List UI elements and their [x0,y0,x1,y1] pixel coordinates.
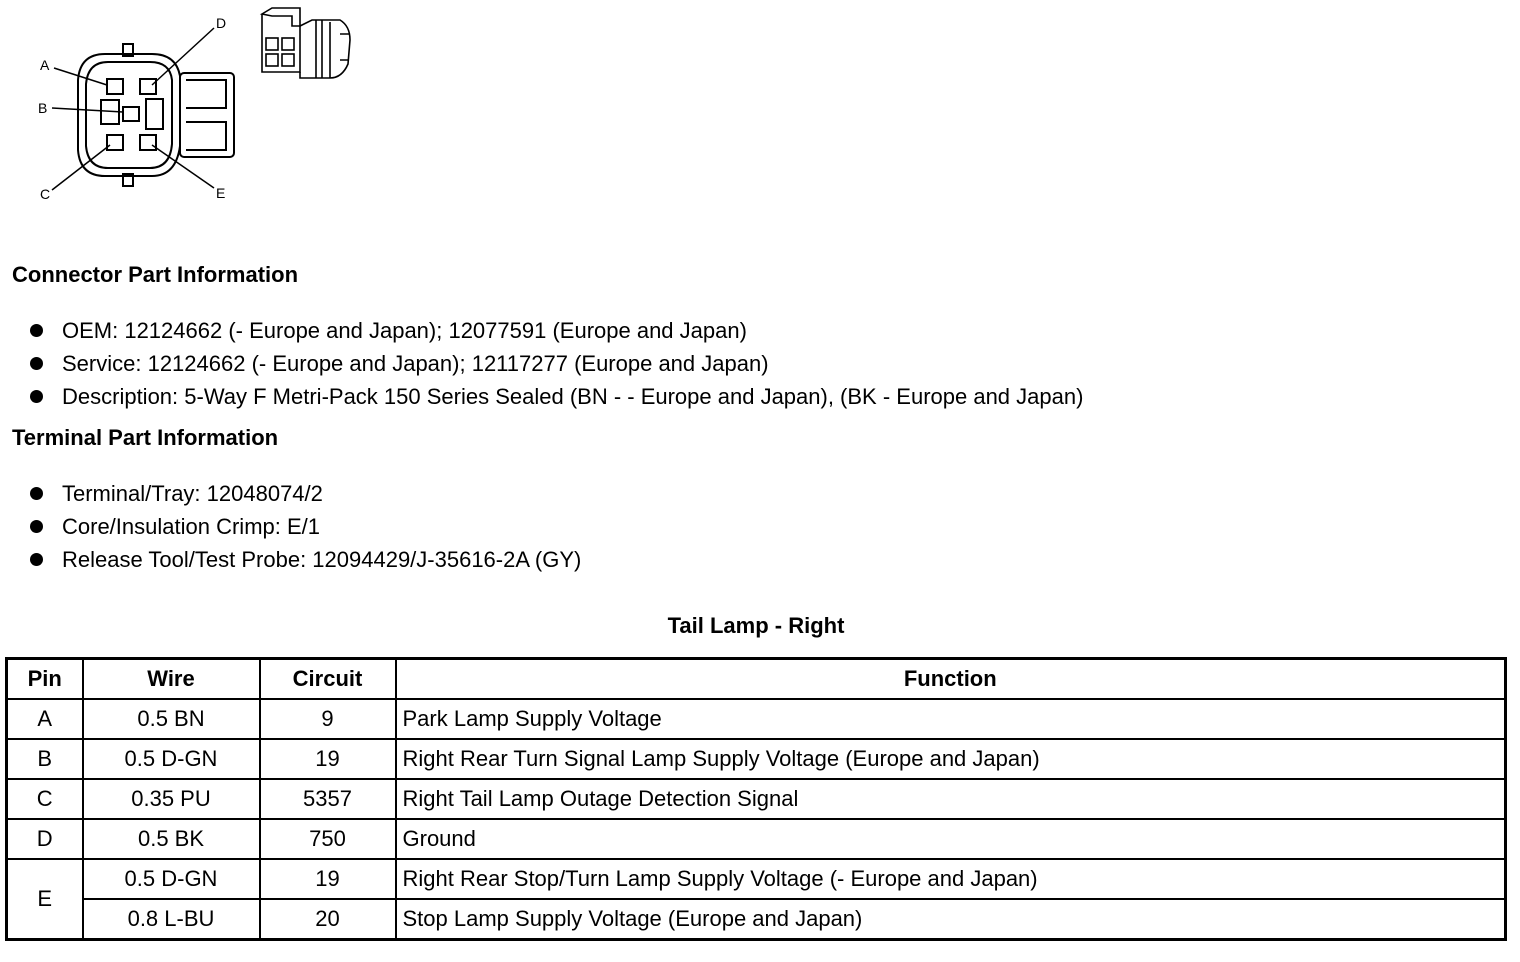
header-function: Function [396,659,1506,700]
leader-line-d [152,28,214,85]
cell-function: Ground [396,819,1506,859]
bullet-icon [30,390,43,403]
header-circuit: Circuit [260,659,396,700]
cell-circuit: 20 [260,899,396,940]
list-item [28,347,1083,380]
cavity-a [107,79,123,94]
cell-pin: C [7,779,83,819]
connector-lock-detail [186,80,226,150]
list-item [28,510,581,543]
cell-circuit: 5357 [260,779,396,819]
cell-function: Stop Lamp Supply Voltage (Europe and Japan) [396,899,1506,940]
connector-part-info-list [28,314,1083,413]
bullet-icon [30,487,43,500]
connector-3d-sketch [262,8,350,78]
pin-label-c: C [40,186,51,202]
table-row [7,779,1506,819]
pin-label-a: A [40,57,50,73]
list-item-text: Release Tool/Test Probe: 12094429/J-35616-2A (GY) [62,547,582,572]
cell-wire: 0.5 BK [83,819,260,859]
table-row [7,899,1506,940]
cell-pin: B [7,739,83,779]
cell-pin: E [7,859,83,940]
list-item [28,543,581,576]
cell-circuit: 750 [260,819,396,859]
list-item-text: Description: 5-Way F Metri-Pack 150 Series Sealed (BN - - Europe and Japan), (BK - Europe and Japan) [62,384,1084,409]
list-item [28,477,581,510]
cell-pin: A [7,699,83,739]
cell-pin: D [7,819,83,859]
cell-function: Park Lamp Supply Voltage [396,699,1506,739]
pin-label-d: D [216,15,227,31]
pinout-table [5,657,1507,941]
cavity-d [140,79,156,94]
cavity-b [123,107,139,121]
cell-function: Right Rear Stop/Turn Lamp Supply Voltage (- Europe and Japan) [396,859,1506,899]
cell-circuit: 19 [260,739,396,779]
cell-wire: 0.5 BN [83,699,260,739]
list-item [28,314,1083,347]
bullet-icon [30,357,43,370]
cell-wire: 0.5 D-GN [83,859,260,899]
bullet-icon [30,324,43,337]
table-row [7,859,1506,899]
list-item [28,380,1083,413]
bullet-icon [30,520,43,533]
cavity-key [146,99,163,129]
terminal-part-info-list [28,477,581,576]
list-item-text: Terminal/Tray: 12048074/2 [62,481,323,506]
cavity-e [140,135,156,150]
connector-part-info-heading: Connector Part Information [12,262,299,287]
bullet-icon [30,553,43,566]
cell-function: Right Tail Lamp Outage Detection Signal [396,779,1506,819]
list-item-text: OEM: 12124662 (- Europe and Japan); 12077591 (Europe and Japan) [62,318,747,343]
table-header-row [7,659,1506,700]
pin-label-b: B [38,100,48,116]
cell-wire: 0.35 PU [83,779,260,819]
list-item-text: Service: 12124662 (- Europe and Japan); 12117277 (Europe and Japan) [62,351,769,376]
cell-circuit: 9 [260,699,396,739]
header-wire: Wire [83,659,260,700]
cavity-c [107,135,123,150]
cell-circuit: 19 [260,859,396,899]
leader-line-b [52,108,123,112]
cell-wire: 0.5 D-GN [83,739,260,779]
cell-wire: 0.8 L-BU [83,899,260,940]
cell-function: Right Rear Turn Signal Lamp Supply Voltage (Europe and Japan) [396,739,1506,779]
table-row [7,819,1506,859]
table-title: Tail Lamp - Right [667,613,845,638]
connector-diagram [0,0,380,215]
header-pin: Pin [7,659,83,700]
list-item-text: Core/Insulation Crimp: E/1 [62,514,320,539]
table-row [7,739,1506,779]
table-row [7,699,1506,739]
terminal-part-info-heading: Terminal Part Information [12,425,279,450]
pin-label-e: E [216,185,226,201]
